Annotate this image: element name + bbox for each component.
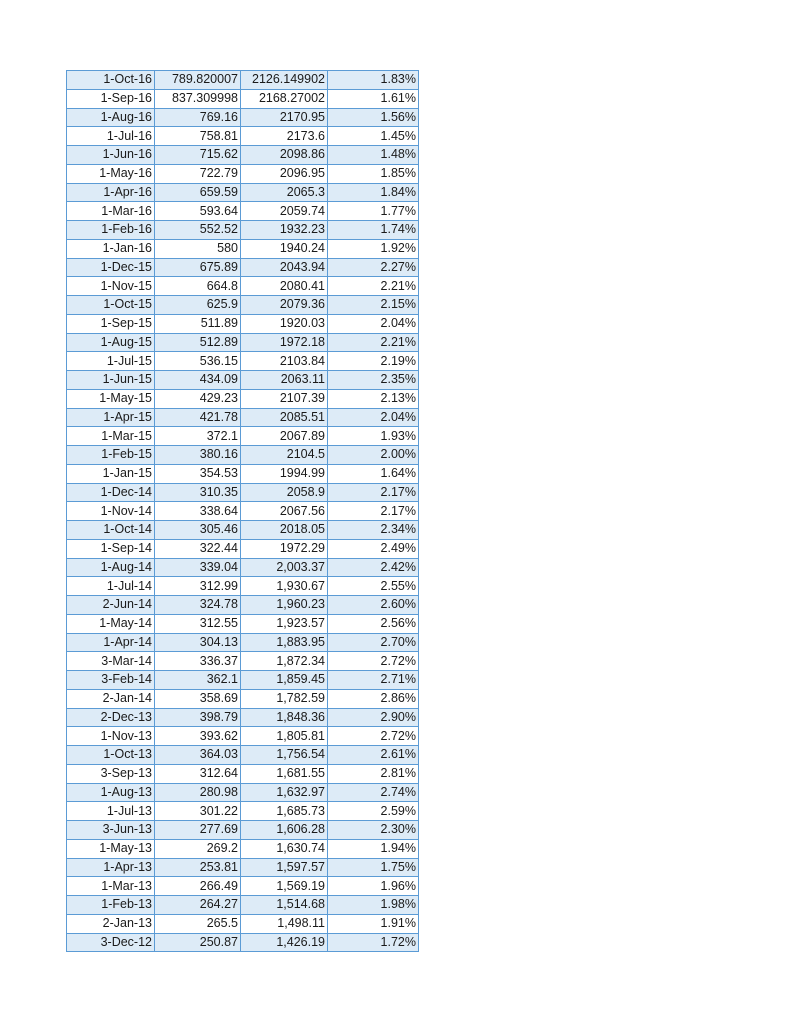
table-row (67, 483, 419, 502)
table-row (67, 746, 419, 765)
date-cell[interactable]: 1-Nov-13 (67, 727, 155, 746)
date-cell[interactable]: 1-Mar-16 (67, 202, 155, 221)
date-cell[interactable]: 1-Jul-14 (67, 577, 155, 596)
value-b-cell[interactable]: 1,426.19 (241, 933, 328, 952)
date-cell[interactable]: 2-Dec-13 (67, 708, 155, 727)
percent-cell[interactable]: 2.72% (328, 652, 419, 671)
date-cell[interactable]: 1-May-15 (67, 389, 155, 408)
table-row (67, 539, 419, 558)
value-a-cell[interactable]: 434.09 (155, 371, 241, 390)
value-b-cell[interactable]: 1,872.34 (241, 652, 328, 671)
percent-cell[interactable]: 1.85% (328, 164, 419, 183)
value-a-cell[interactable]: 266.49 (155, 877, 241, 896)
value-a-cell[interactable]: 769.16 (155, 108, 241, 127)
value-a-cell[interactable]: 393.62 (155, 727, 241, 746)
table-row (67, 502, 419, 521)
percent-cell[interactable]: 2.35% (328, 371, 419, 390)
value-b-cell[interactable]: 1972.18 (241, 333, 328, 352)
table-row (67, 333, 419, 352)
table-row (67, 839, 419, 858)
date-cell[interactable]: 1-Oct-13 (67, 746, 155, 765)
percent-cell[interactable]: 2.04% (328, 408, 419, 427)
value-b-cell[interactable]: 2079.36 (241, 296, 328, 315)
table-row (67, 127, 419, 146)
table-row (67, 521, 419, 540)
table-row (67, 239, 419, 258)
percent-cell[interactable]: 2.15% (328, 296, 419, 315)
table-row (67, 464, 419, 483)
value-a-cell[interactable]: 277.69 (155, 821, 241, 840)
date-cell[interactable]: 3-Dec-12 (67, 933, 155, 952)
value-b-cell[interactable]: 1,681.55 (241, 764, 328, 783)
percent-cell[interactable]: 2.13% (328, 389, 419, 408)
percent-cell[interactable]: 2.21% (328, 333, 419, 352)
date-cell[interactable]: 1-Oct-15 (67, 296, 155, 315)
table-row (67, 408, 419, 427)
date-cell[interactable]: 1-Jul-15 (67, 352, 155, 371)
table-row (67, 258, 419, 277)
value-a-cell[interactable]: 339.04 (155, 558, 241, 577)
value-b-cell[interactable]: 2104.5 (241, 446, 328, 465)
percent-cell[interactable]: 1.93% (328, 427, 419, 446)
table-row (67, 652, 419, 671)
percent-cell[interactable]: 2.00% (328, 446, 419, 465)
value-b-cell[interactable]: 1,883.95 (241, 633, 328, 652)
percent-cell[interactable]: 2.21% (328, 277, 419, 296)
date-cell[interactable]: 3-Mar-14 (67, 652, 155, 671)
percent-cell[interactable]: 2.49% (328, 539, 419, 558)
percent-cell[interactable]: 1.84% (328, 183, 419, 202)
value-a-cell[interactable]: 789.820007 (155, 71, 241, 90)
value-b-cell[interactable]: 2098.86 (241, 146, 328, 165)
value-a-cell[interactable]: 421.78 (155, 408, 241, 427)
table-row (67, 671, 419, 690)
date-cell[interactable]: 3-Jun-13 (67, 821, 155, 840)
table-row (67, 914, 419, 933)
table-row (67, 202, 419, 221)
table-row (67, 577, 419, 596)
percent-cell[interactable]: 1.83% (328, 71, 419, 90)
percent-cell[interactable]: 1.48% (328, 146, 419, 165)
value-b-cell[interactable]: 1,859.45 (241, 671, 328, 690)
table-row (67, 689, 419, 708)
date-cell[interactable]: 1-Sep-14 (67, 539, 155, 558)
date-cell[interactable]: 1-Apr-13 (67, 858, 155, 877)
date-cell[interactable]: 1-Sep-15 (67, 314, 155, 333)
percent-cell[interactable]: 2.74% (328, 783, 419, 802)
table-row (67, 389, 419, 408)
date-cell[interactable]: 1-Feb-15 (67, 446, 155, 465)
value-a-cell[interactable]: 336.37 (155, 652, 241, 671)
value-b-cell[interactable]: 1,630.74 (241, 839, 328, 858)
table-row (67, 633, 419, 652)
value-a-cell[interactable]: 310.35 (155, 483, 241, 502)
value-a-cell[interactable]: 593.64 (155, 202, 241, 221)
value-b-cell[interactable]: 2067.56 (241, 502, 328, 521)
value-b-cell[interactable]: 2168.27002 (241, 89, 328, 108)
value-a-cell[interactable]: 264.27 (155, 896, 241, 915)
value-a-cell[interactable]: 512.89 (155, 333, 241, 352)
table-row (67, 277, 419, 296)
date-cell[interactable]: 1-May-16 (67, 164, 155, 183)
value-a-cell[interactable]: 265.5 (155, 914, 241, 933)
value-b-cell[interactable]: 1,756.54 (241, 746, 328, 765)
percent-cell[interactable]: 2.59% (328, 802, 419, 821)
value-b-cell[interactable]: 1,632.97 (241, 783, 328, 802)
value-b-cell[interactable]: 1,685.73 (241, 802, 328, 821)
date-cell[interactable]: 1-May-14 (67, 614, 155, 633)
date-cell[interactable]: 2-Jun-14 (67, 596, 155, 615)
value-b-cell[interactable]: 2063.11 (241, 371, 328, 390)
value-b-cell[interactable]: 1,498.11 (241, 914, 328, 933)
value-a-cell[interactable]: 552.52 (155, 221, 241, 240)
percent-cell[interactable]: 1.45% (328, 127, 419, 146)
value-b-cell[interactable]: 1,805.81 (241, 727, 328, 746)
date-cell[interactable]: 1-Mar-13 (67, 877, 155, 896)
table-row (67, 71, 419, 90)
table-row (67, 108, 419, 127)
percent-cell[interactable]: 1.98% (328, 896, 419, 915)
date-cell[interactable]: 1-Jan-16 (67, 239, 155, 258)
percent-cell[interactable]: 1.74% (328, 221, 419, 240)
value-a-cell[interactable]: 659.59 (155, 183, 241, 202)
value-a-cell[interactable]: 304.13 (155, 633, 241, 652)
percent-cell[interactable]: 2.30% (328, 821, 419, 840)
value-b-cell[interactable]: 2058.9 (241, 483, 328, 502)
table-row (67, 314, 419, 333)
percent-cell[interactable]: 2.61% (328, 746, 419, 765)
table-row (67, 727, 419, 746)
value-b-cell[interactable]: 1,923.57 (241, 614, 328, 633)
table-row (67, 89, 419, 108)
value-b-cell[interactable]: 2067.89 (241, 427, 328, 446)
percent-cell[interactable]: 2.70% (328, 633, 419, 652)
date-cell[interactable]: 1-Jul-16 (67, 127, 155, 146)
table-row (67, 896, 419, 915)
value-a-cell[interactable]: 250.87 (155, 933, 241, 952)
data-table (66, 70, 419, 952)
percent-cell[interactable]: 2.27% (328, 258, 419, 277)
table-row (67, 446, 419, 465)
value-b-cell[interactable]: 2173.6 (241, 127, 328, 146)
date-cell[interactable]: 1-Jun-16 (67, 146, 155, 165)
table-row (67, 614, 419, 633)
table-row (67, 146, 419, 165)
value-b-cell[interactable]: 2170.95 (241, 108, 328, 127)
table-row (67, 164, 419, 183)
date-cell[interactable]: 1-Feb-16 (67, 221, 155, 240)
date-cell[interactable]: 1-Aug-14 (67, 558, 155, 577)
table-row (67, 558, 419, 577)
percent-cell[interactable]: 2.55% (328, 577, 419, 596)
table-row (67, 802, 419, 821)
date-cell[interactable]: 1-Dec-15 (67, 258, 155, 277)
table-row (67, 877, 419, 896)
table-row (67, 296, 419, 315)
value-a-cell[interactable]: 837.309998 (155, 89, 241, 108)
percent-cell[interactable]: 1.56% (328, 108, 419, 127)
percent-cell[interactable]: 2.17% (328, 502, 419, 521)
value-a-cell[interactable]: 625.9 (155, 296, 241, 315)
value-b-cell[interactable]: 1,782.59 (241, 689, 328, 708)
percent-cell[interactable]: 2.42% (328, 558, 419, 577)
value-b-cell[interactable]: 1940.24 (241, 239, 328, 258)
value-b-cell[interactable]: 2059.74 (241, 202, 328, 221)
value-b-cell[interactable]: 2080.41 (241, 277, 328, 296)
value-a-cell[interactable]: 301.22 (155, 802, 241, 821)
date-cell[interactable]: 1-Nov-15 (67, 277, 155, 296)
value-a-cell[interactable]: 312.55 (155, 614, 241, 633)
value-a-cell[interactable]: 312.99 (155, 577, 241, 596)
value-a-cell[interactable]: 429.23 (155, 389, 241, 408)
table-body (67, 71, 419, 952)
value-b-cell[interactable]: 2,003.37 (241, 558, 328, 577)
date-cell[interactable]: 1-Mar-15 (67, 427, 155, 446)
value-a-cell[interactable]: 324.78 (155, 596, 241, 615)
percent-cell[interactable]: 2.81% (328, 764, 419, 783)
value-a-cell[interactable]: 312.64 (155, 764, 241, 783)
value-b-cell[interactable]: 1,606.28 (241, 821, 328, 840)
percent-cell[interactable]: 1.94% (328, 839, 419, 858)
value-b-cell[interactable]: 1972.29 (241, 539, 328, 558)
date-cell[interactable]: 1-Nov-14 (67, 502, 155, 521)
percent-cell[interactable]: 2.19% (328, 352, 419, 371)
value-a-cell[interactable]: 364.03 (155, 746, 241, 765)
value-a-cell[interactable]: 715.62 (155, 146, 241, 165)
value-a-cell[interactable]: 664.8 (155, 277, 241, 296)
value-b-cell[interactable]: 2018.05 (241, 521, 328, 540)
table-row (67, 821, 419, 840)
value-b-cell[interactable]: 2126.149902 (241, 71, 328, 90)
value-a-cell[interactable]: 322.44 (155, 539, 241, 558)
value-a-cell[interactable]: 269.2 (155, 839, 241, 858)
table-row (67, 183, 419, 202)
value-a-cell[interactable]: 380.16 (155, 446, 241, 465)
date-cell[interactable]: 3-Feb-14 (67, 671, 155, 690)
percent-cell[interactable]: 1.72% (328, 933, 419, 952)
date-cell[interactable]: 1-Jan-15 (67, 464, 155, 483)
date-cell[interactable]: 1-Aug-16 (67, 108, 155, 127)
value-a-cell[interactable]: 358.69 (155, 689, 241, 708)
date-cell[interactable]: 1-Sep-16 (67, 89, 155, 108)
date-cell[interactable]: 1-Aug-13 (67, 783, 155, 802)
value-a-cell[interactable]: 722.79 (155, 164, 241, 183)
table-row (67, 764, 419, 783)
percent-cell[interactable]: 2.34% (328, 521, 419, 540)
date-cell[interactable]: 1-Apr-14 (67, 633, 155, 652)
date-cell[interactable]: 3-Sep-13 (67, 764, 155, 783)
date-cell[interactable]: 1-Apr-15 (67, 408, 155, 427)
value-b-cell[interactable]: 1994.99 (241, 464, 328, 483)
percent-cell[interactable]: 1.92% (328, 239, 419, 258)
value-b-cell[interactable]: 1,569.19 (241, 877, 328, 896)
value-b-cell[interactable]: 1,960.23 (241, 596, 328, 615)
percent-cell[interactable]: 2.56% (328, 614, 419, 633)
date-cell[interactable]: 2-Jan-13 (67, 914, 155, 933)
percent-cell[interactable]: 2.71% (328, 671, 419, 690)
value-a-cell[interactable]: 580 (155, 239, 241, 258)
value-b-cell[interactable]: 1932.23 (241, 221, 328, 240)
value-a-cell[interactable]: 253.81 (155, 858, 241, 877)
value-a-cell[interactable]: 280.98 (155, 783, 241, 802)
table-row (67, 221, 419, 240)
table-row (67, 708, 419, 727)
date-cell[interactable]: 1-Dec-14 (67, 483, 155, 502)
value-a-cell[interactable]: 536.15 (155, 352, 241, 371)
date-cell[interactable]: 1-Jun-15 (67, 371, 155, 390)
percent-cell[interactable]: 1.77% (328, 202, 419, 221)
value-b-cell[interactable]: 2107.39 (241, 389, 328, 408)
table-row (67, 858, 419, 877)
value-b-cell[interactable]: 1,930.67 (241, 577, 328, 596)
date-cell[interactable]: 1-May-13 (67, 839, 155, 858)
date-cell[interactable]: 1-Oct-14 (67, 521, 155, 540)
value-b-cell[interactable]: 2065.3 (241, 183, 328, 202)
table-row (67, 352, 419, 371)
date-cell[interactable]: 2-Jan-14 (67, 689, 155, 708)
percent-cell[interactable]: 2.04% (328, 314, 419, 333)
percent-cell[interactable]: 1.75% (328, 858, 419, 877)
value-a-cell[interactable]: 362.1 (155, 671, 241, 690)
percent-cell[interactable]: 1.96% (328, 877, 419, 896)
value-b-cell[interactable]: 2103.84 (241, 352, 328, 371)
date-cell[interactable]: 1-Oct-16 (67, 71, 155, 90)
value-a-cell[interactable]: 305.46 (155, 521, 241, 540)
value-b-cell[interactable]: 1,848.36 (241, 708, 328, 727)
value-b-cell[interactable]: 2085.51 (241, 408, 328, 427)
table-row (67, 596, 419, 615)
value-b-cell[interactable]: 2043.94 (241, 258, 328, 277)
percent-cell[interactable]: 2.60% (328, 596, 419, 615)
value-b-cell[interactable]: 2096.95 (241, 164, 328, 183)
date-cell[interactable]: 1-Feb-13 (67, 896, 155, 915)
date-cell[interactable]: 1-Aug-15 (67, 333, 155, 352)
value-a-cell[interactable]: 675.89 (155, 258, 241, 277)
value-a-cell[interactable]: 398.79 (155, 708, 241, 727)
value-b-cell[interactable]: 1,514.68 (241, 896, 328, 915)
table-row (67, 933, 419, 952)
value-a-cell[interactable]: 511.89 (155, 314, 241, 333)
value-a-cell[interactable]: 758.81 (155, 127, 241, 146)
value-a-cell[interactable]: 354.53 (155, 464, 241, 483)
percent-cell[interactable]: 2.90% (328, 708, 419, 727)
value-a-cell[interactable]: 372.1 (155, 427, 241, 446)
date-cell[interactable]: 1-Apr-16 (67, 183, 155, 202)
percent-cell[interactable]: 2.17% (328, 483, 419, 502)
percent-cell[interactable]: 2.72% (328, 727, 419, 746)
table-row (67, 427, 419, 446)
table-row (67, 371, 419, 390)
value-b-cell[interactable]: 1920.03 (241, 314, 328, 333)
date-cell[interactable]: 1-Jul-13 (67, 802, 155, 821)
value-a-cell[interactable]: 338.64 (155, 502, 241, 521)
percent-cell[interactable]: 1.64% (328, 464, 419, 483)
table-row (67, 783, 419, 802)
value-b-cell[interactable]: 1,597.57 (241, 858, 328, 877)
percent-cell[interactable]: 1.61% (328, 89, 419, 108)
percent-cell[interactable]: 2.86% (328, 689, 419, 708)
percent-cell[interactable]: 1.91% (328, 914, 419, 933)
